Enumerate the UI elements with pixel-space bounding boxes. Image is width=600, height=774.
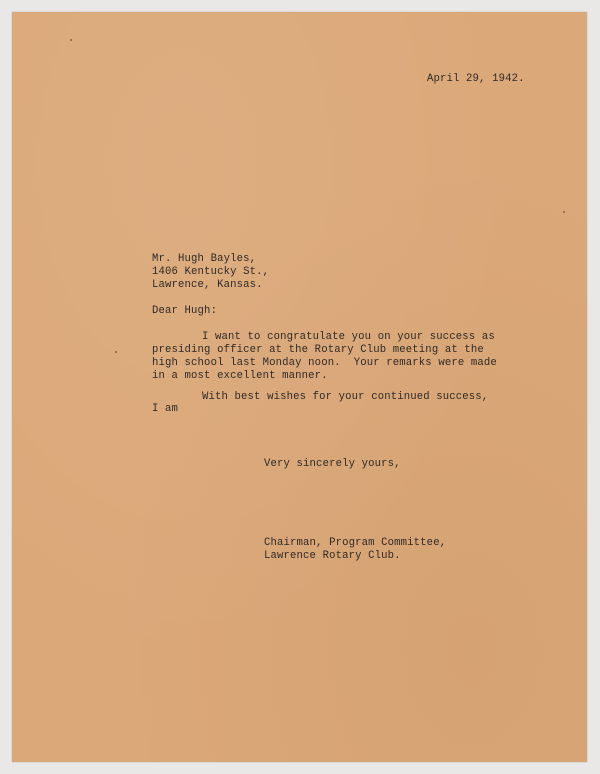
signature-title: Chairman, Program Committee, [264, 537, 447, 549]
letter-date: April 29, 1942. [427, 73, 525, 85]
body-line: presiding officer at the Rotary Club meeting at the [152, 344, 484, 356]
body-line: high school last Monday noon. Your remarks were made [152, 357, 497, 369]
signature-organization: Lawrence Rotary Club. [264, 550, 401, 562]
paper-speck [563, 211, 565, 213]
letter-page [12, 12, 587, 762]
recipient-name: Mr. Hugh Bayles, [152, 253, 257, 265]
body-line: I want to congratulate you on your success as [202, 331, 495, 343]
recipient-city: Lawrence, Kansas. [152, 279, 263, 291]
body-line: With best wishes for your continued success, [202, 391, 489, 403]
salutation: Dear Hugh: [152, 305, 218, 317]
paper-speck [115, 351, 117, 353]
closing: Very sincerely yours, [264, 458, 401, 470]
recipient-street: 1406 Kentucky St., [152, 266, 270, 278]
paper-speck [70, 39, 72, 41]
body-line: in a most excellent manner. [152, 370, 328, 382]
body-line: I am [152, 403, 179, 415]
